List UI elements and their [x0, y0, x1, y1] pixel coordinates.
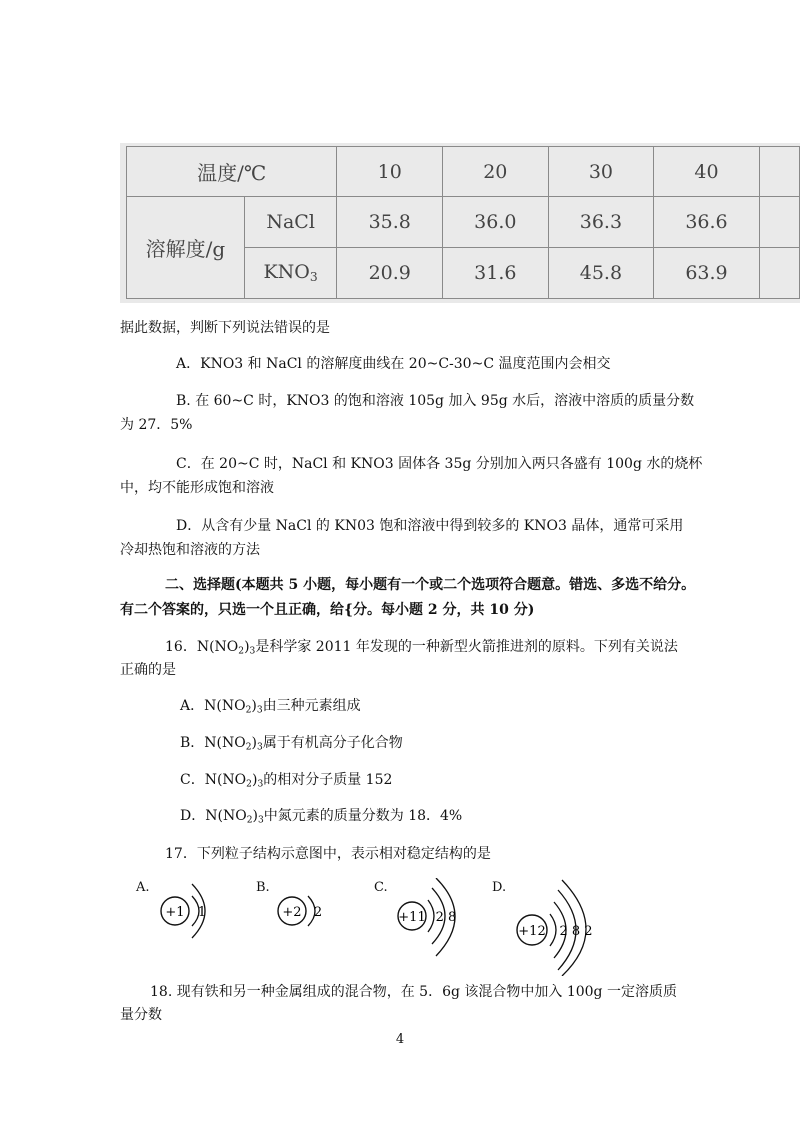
atom-c-label: C. [374, 880, 388, 895]
q18-stem-line2: 量分数 [120, 1007, 162, 1023]
atom-d-label: D. [492, 880, 507, 895]
q16-option-b: B．$N(NO_2)_3$属于有机高分子化合物 [180, 735, 403, 753]
solubility-table [126, 146, 800, 299]
atom-d-svg [488, 878, 612, 976]
nucleus-charge: +1 [165, 905, 185, 920]
nucleus-charge: +2 [282, 905, 302, 920]
value-cell: 63.9 [654, 248, 760, 299]
q15-option-c-line1: C．在 20~C 时，NaCl 和 KNO3 固体各 35g 分别加入两只各盛有 100g 水的烧杯 [176, 456, 703, 472]
atom-c-svg [370, 878, 488, 976]
atom-b-label: B. [256, 880, 270, 895]
electron-shells: 2 8 [435, 910, 457, 925]
row-name-kno3: $KNO_3$ [244, 248, 337, 299]
temp-cell: 10 [337, 147, 443, 197]
electron-shells: 2 [313, 905, 323, 920]
q16-option-a: A．$N(NO_2)_3$由三种元素组成 [180, 698, 361, 716]
nucleus-charge: +12 [518, 924, 546, 939]
temp-cell: 40 [654, 147, 760, 197]
temp-cell: 20 [443, 147, 549, 197]
section2-heading-line1: 二、选择题(本题共 5 小题，每小题有一个或二个选项符合题意。错选、多选不给分。 [165, 577, 696, 593]
q16-option-d: D．$N(NO_2)_3$中氮元素的质量分数为 18．4% [180, 808, 463, 826]
page-number: 4 [395, 1032, 405, 1047]
atom-diagram-a [132, 878, 250, 976]
electron-shells: 1 [197, 905, 207, 920]
q15-option-b-line1: B. 在 60~C 时，KNO3 的饱和溶液 105g 加入 95g 水后，溶液中溶质的质量分数 [176, 393, 695, 409]
q15-option-a: A．KNO3 和 NaCl 的溶解度曲线在 20~C-30~C 温度范围内会相交 [176, 356, 611, 372]
value-cell: 45.8 [548, 248, 654, 299]
value-cell: 31.6 [443, 248, 549, 299]
q15-option-d-line2: 冷却热饱和溶液的方法 [120, 542, 260, 558]
q15-stem: 据此数据，判断下列说法错误的是 [120, 320, 330, 336]
q15-option-c-line2: 中，均不能形成饱和溶液 [120, 480, 274, 496]
q16-stem-line1: 16．$N(NO_2)_3$是科学家 2011 年发现的一种新型火箭推进剂的原料。下列有关说法 [165, 639, 678, 657]
atom-diagram-d [488, 878, 612, 976]
q18-stem-line1: 18. 现有铁和另一种金属组成的混合物，在 5．6g 该混合物中加入 100g 一定溶质质 [150, 984, 677, 1000]
q15-option-b-line2: 为 27．5% [120, 417, 193, 433]
temperature-header: 温度/℃ [127, 147, 337, 197]
q17-stem: 17．下列粒子结构示意图中，表示相对稳定结构的是 [165, 846, 491, 862]
value-cell: 36.6 [654, 197, 760, 248]
q15-option-d-line1: D．从含有少量 NaCl 的 KN03 饱和溶液中得到较多的 KNO3 晶体，通常可采用 [176, 518, 684, 534]
solubility-group-label: 溶解度/g [127, 197, 245, 299]
atom-a-svg [132, 878, 250, 976]
row-name-nacl: NaCl [244, 197, 337, 248]
value-cell: 36.3 [548, 197, 654, 248]
value-cell: 35.8 [337, 197, 443, 248]
temp-cell-cut [759, 147, 799, 197]
value-cell-cut [759, 197, 799, 248]
atom-diagram-c [370, 878, 488, 976]
section2-heading-line2: 有二个答案的，只选一个且正确，给{分。每小题 2 分，共 10 分) [120, 602, 535, 618]
electron-shells: 2 8 2 [559, 924, 593, 939]
solubility-table-image [120, 143, 800, 303]
value-cell: 20.9 [337, 248, 443, 299]
atom-diagram-b [252, 878, 370, 976]
atom-b-svg [252, 878, 370, 976]
q16-option-c: C．$N(NO_2)_3$的相对分子质量 152 [180, 772, 393, 790]
atom-a-label: A. [136, 880, 150, 895]
q16-stem-line2: 正确的是 [120, 662, 176, 678]
value-cell-cut [759, 248, 799, 299]
nucleus-charge: +11 [398, 910, 426, 925]
value-cell: 36.0 [443, 197, 549, 248]
temp-cell: 30 [548, 147, 654, 197]
